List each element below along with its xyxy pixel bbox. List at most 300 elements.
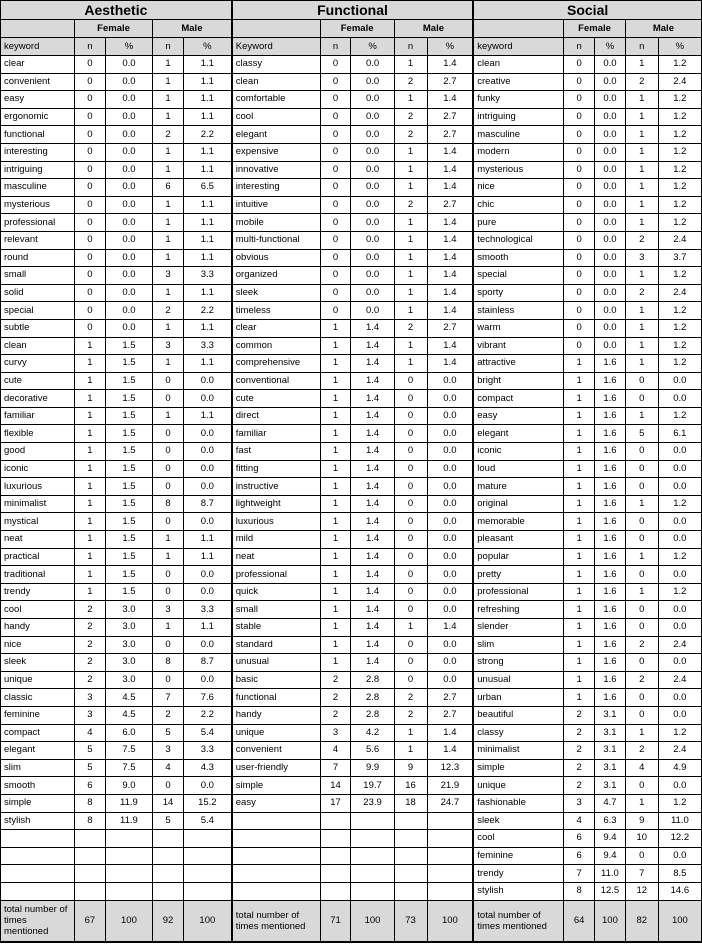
keyword-cell: technological: [473, 231, 563, 249]
male-percent-cell: 0.0: [183, 777, 231, 795]
female-n-cell: 0: [564, 179, 595, 197]
female-percent-cell: 0.0: [595, 73, 626, 91]
female-n-cell: 1: [320, 566, 351, 584]
male-percent-cell: [427, 865, 473, 883]
female-percent-cell: 0.0: [351, 302, 394, 320]
female-n-cell: 0: [74, 249, 105, 267]
keyword-cell: refreshing: [473, 601, 563, 619]
keyword-cell: standard: [232, 636, 320, 654]
female-n-cell: 0: [320, 108, 351, 126]
keyword-cell: nice: [1, 636, 75, 654]
keyword-cell: good: [1, 443, 75, 461]
keyword-cell: warm: [473, 319, 563, 337]
female-n-cell: 0: [74, 302, 105, 320]
male-n-cell: [394, 882, 427, 900]
keyword-cell: masculine: [473, 126, 563, 144]
female-n-cell: 8: [74, 794, 105, 812]
male-n-cell: 1: [394, 742, 427, 760]
keyword-cell: smooth: [1, 777, 75, 795]
female-percent-cell: 0.0: [595, 196, 626, 214]
male-percent-cell: 12.3: [427, 759, 473, 777]
male-n-cell: 1: [153, 214, 184, 232]
male-n-cell: 1: [625, 214, 658, 232]
male-percent-cell: [427, 882, 473, 900]
male-percent-cell: 0.0: [183, 671, 231, 689]
male-percent-cell: 24.7: [427, 794, 473, 812]
male-percent-cell: 0.0: [183, 443, 231, 461]
male-n-cell: 4: [625, 759, 658, 777]
keyword-cell: slim: [473, 636, 563, 654]
keyword-cell: simple: [1, 794, 75, 812]
female-n-cell: 1: [320, 601, 351, 619]
keyword-cell: comfortable: [232, 91, 320, 109]
keyword-cell: [1, 847, 75, 865]
table-row: [1, 143, 702, 161]
female-n-cell: 1: [74, 407, 105, 425]
female-percent-cell: 0.0: [595, 284, 626, 302]
female-n-cell: 1: [564, 689, 595, 707]
female-n-cell: 1: [564, 355, 595, 373]
keyword-cell: quick: [232, 583, 320, 601]
table-row: [1, 214, 702, 232]
keyword-cell: elegant: [1, 742, 75, 760]
female-percent-cell: 1.5: [105, 355, 152, 373]
male-percent-cell: 1.4: [427, 91, 473, 109]
male-n-cell: 1: [394, 302, 427, 320]
male-percent-cell: 1.1: [183, 108, 231, 126]
keyword-cell: simple: [232, 777, 320, 795]
male-n-cell: 1: [153, 196, 184, 214]
keyword-cell: simple: [473, 759, 563, 777]
female-percent-cell: 7.5: [105, 742, 152, 760]
female-percent-cell: 0.0: [105, 231, 152, 249]
keyword-cell: sleek: [473, 812, 563, 830]
female-percent-cell: 1.6: [595, 372, 626, 390]
keyword-cell: iconic: [1, 460, 75, 478]
total-male-percent: 100: [183, 900, 231, 942]
female-percent-cell: 1.4: [351, 513, 394, 531]
female-percent-cell: 9.4: [595, 830, 626, 848]
female-percent-cell: 0.0: [105, 179, 152, 197]
keyword-cell: beautiful: [473, 706, 563, 724]
table-row: [1, 284, 702, 302]
female-percent-cell: 1.6: [595, 443, 626, 461]
male-percent-cell: 1.4: [427, 355, 473, 373]
female-n-cell: 6: [74, 777, 105, 795]
male-percent-cell: 1.4: [427, 214, 473, 232]
table-row: [1, 231, 702, 249]
female-n-cell: 0: [564, 302, 595, 320]
male-n-cell: 1: [394, 249, 427, 267]
female-n-cell: 1: [564, 619, 595, 637]
female-percent-cell: 1.6: [595, 601, 626, 619]
table-row: [1, 443, 702, 461]
female-percent-cell: 1.4: [351, 319, 394, 337]
male-n-cell: [394, 830, 427, 848]
keyword-cell: stylish: [1, 812, 75, 830]
female-percent-cell: 1.5: [105, 548, 152, 566]
keyword-column-header: keyword: [1, 38, 75, 56]
male-percent-cell: 1.4: [427, 56, 473, 74]
keyword-cell: mystical: [1, 513, 75, 531]
male-percent-cell: 14.6: [658, 882, 701, 900]
total-female-percent: 100: [105, 900, 152, 942]
male-n-cell: 0: [625, 654, 658, 672]
male-n-cell: 0: [394, 531, 427, 549]
female-percent-cell: 1.4: [351, 548, 394, 566]
n-column-header: n: [320, 38, 351, 56]
female-percent-cell: 3.1: [595, 724, 626, 742]
keyword-cell: mature: [473, 478, 563, 496]
male-percent-cell: 0.0: [427, 495, 473, 513]
female-n-cell: 4: [564, 812, 595, 830]
keyword-cell: traditional: [1, 566, 75, 584]
male-percent-cell: 0.0: [658, 706, 701, 724]
male-n-cell: 0: [394, 372, 427, 390]
male-n-cell: 1: [394, 619, 427, 637]
keyword-cell: curvy: [1, 355, 75, 373]
male-percent-cell: 0.0: [427, 671, 473, 689]
keyword-cell: practical: [1, 548, 75, 566]
female-percent-cell: 0.0: [105, 302, 152, 320]
female-n-cell: 4: [320, 742, 351, 760]
female-percent-cell: 1.6: [595, 390, 626, 408]
keyword-cell: special: [473, 267, 563, 285]
female-percent-cell: 1.4: [351, 566, 394, 584]
male-percent-cell: 0.0: [427, 443, 473, 461]
female-n-cell: 0: [320, 126, 351, 144]
male-n-cell: 1: [625, 143, 658, 161]
male-percent-cell: 11.0: [658, 812, 701, 830]
female-percent-cell: 1.6: [595, 460, 626, 478]
female-n-cell: 1: [320, 319, 351, 337]
keyword-cell: decorative: [1, 390, 75, 408]
female-n-cell: 1: [564, 636, 595, 654]
female-percent-cell: 12.5: [595, 882, 626, 900]
female-n-cell: [320, 830, 351, 848]
male-n-cell: 0: [625, 372, 658, 390]
total-female-percent: 100: [351, 900, 394, 942]
keyword-cell: interesting: [232, 179, 320, 197]
keyword-cell: common: [232, 337, 320, 355]
female-n-cell: 2: [564, 706, 595, 724]
male-percent-cell: [183, 847, 231, 865]
keyword-cell: ergonomic: [1, 108, 75, 126]
male-header: Male: [394, 20, 473, 38]
male-percent-cell: 1.1: [183, 249, 231, 267]
female-n-cell: 0: [74, 143, 105, 161]
female-n-cell: 0: [320, 143, 351, 161]
keyword-cell: luxurious: [1, 478, 75, 496]
female-n-cell: 0: [74, 267, 105, 285]
female-percent-cell: [351, 882, 394, 900]
male-n-cell: 1: [153, 531, 184, 549]
male-percent-cell: 8.5: [658, 865, 701, 883]
female-percent-cell: 3.0: [105, 654, 152, 672]
female-n-cell: 1: [74, 513, 105, 531]
male-n-cell: 1: [625, 126, 658, 144]
female-percent-cell: [351, 865, 394, 883]
female-percent-cell: 1.6: [595, 566, 626, 584]
keyword-cell: vibrant: [473, 337, 563, 355]
male-percent-cell: 1.1: [183, 548, 231, 566]
keyword-cell: user-friendly: [232, 759, 320, 777]
female-n-cell: [320, 865, 351, 883]
female-n-cell: 7: [564, 865, 595, 883]
female-n-cell: [74, 830, 105, 848]
female-n-cell: 1: [564, 531, 595, 549]
male-n-cell: 1: [625, 319, 658, 337]
keyword-cell: small: [232, 601, 320, 619]
male-percent-cell: 0.0: [658, 689, 701, 707]
female-n-cell: 1: [320, 513, 351, 531]
female-percent-cell: 0.0: [595, 249, 626, 267]
female-n-cell: 2: [564, 759, 595, 777]
female-percent-cell: 0.0: [595, 302, 626, 320]
male-percent-cell: 21.9: [427, 777, 473, 795]
female-n-cell: 0: [564, 73, 595, 91]
female-percent-cell: 4.2: [351, 724, 394, 742]
female-percent-cell: 3.0: [105, 619, 152, 637]
table-row: [1, 390, 702, 408]
male-n-cell: 1: [394, 284, 427, 302]
male-percent-cell: 0.0: [183, 478, 231, 496]
female-n-cell: 1: [320, 548, 351, 566]
female-n-cell: 2: [564, 777, 595, 795]
female-percent-cell: 1.4: [351, 583, 394, 601]
female-n-cell: 0: [74, 56, 105, 74]
female-n-cell: 0: [320, 214, 351, 232]
male-percent-cell: 1.2: [658, 548, 701, 566]
female-percent-cell: 0.0: [105, 249, 152, 267]
keyword-cell: unique: [473, 777, 563, 795]
male-percent-cell: 1.1: [183, 407, 231, 425]
female-header: Female: [320, 20, 394, 38]
table-row: [1, 267, 702, 285]
keyword-cell: stylish: [473, 882, 563, 900]
male-n-cell: 1: [625, 56, 658, 74]
male-percent-cell: 1.1: [183, 284, 231, 302]
male-n-cell: 1: [153, 355, 184, 373]
male-n-cell: 0: [394, 443, 427, 461]
female-percent-cell: [105, 882, 152, 900]
keyword-cell: familiar: [1, 407, 75, 425]
male-n-cell: 0: [153, 777, 184, 795]
female-n-cell: 0: [564, 196, 595, 214]
section-title: Social: [473, 1, 701, 20]
keyword-column-header: keyword: [473, 38, 563, 56]
female-n-cell: 0: [74, 108, 105, 126]
female-percent-cell: 3.1: [595, 777, 626, 795]
male-percent-cell: 0.0: [183, 566, 231, 584]
female-n-cell: 3: [74, 706, 105, 724]
male-n-cell: 0: [153, 566, 184, 584]
keyword-cell: trendy: [473, 865, 563, 883]
male-n-cell: 0: [153, 478, 184, 496]
table-row: [1, 566, 702, 584]
female-n-cell: 0: [564, 214, 595, 232]
female-n-cell: 2: [74, 636, 105, 654]
keyword-cell: sleek: [1, 654, 75, 672]
female-n-cell: 2: [564, 724, 595, 742]
male-n-cell: 2: [394, 108, 427, 126]
male-n-cell: 1: [394, 355, 427, 373]
male-percent-cell: 1.2: [658, 143, 701, 161]
female-n-cell: 1: [74, 531, 105, 549]
male-percent-cell: 1.2: [658, 495, 701, 513]
keyword-column-header: Keyword: [232, 38, 320, 56]
female-percent-cell: 6.3: [595, 812, 626, 830]
male-percent-cell: 0.0: [427, 654, 473, 672]
male-percent-cell: 2.7: [427, 689, 473, 707]
keyword-cell: direct: [232, 407, 320, 425]
male-percent-cell: [183, 882, 231, 900]
female-n-cell: 1: [74, 337, 105, 355]
female-n-cell: 1: [74, 460, 105, 478]
male-n-cell: 3: [153, 742, 184, 760]
female-n-cell: 0: [74, 161, 105, 179]
table-row: [1, 671, 702, 689]
male-percent-cell: 0.0: [658, 478, 701, 496]
male-n-cell: 1: [625, 337, 658, 355]
male-n-cell: 1: [153, 143, 184, 161]
female-percent-cell: [351, 847, 394, 865]
male-percent-cell: 1.4: [427, 179, 473, 197]
keyword-cell: flexible: [1, 425, 75, 443]
keyword-cell: urban: [473, 689, 563, 707]
male-n-cell: [153, 865, 184, 883]
female-n-cell: 1: [320, 531, 351, 549]
percent-column-header: %: [595, 38, 626, 56]
male-percent-cell: 0.0: [427, 407, 473, 425]
female-n-cell: 1: [320, 355, 351, 373]
male-percent-cell: [427, 830, 473, 848]
keyword-cell: elegant: [473, 425, 563, 443]
male-percent-cell: 1.1: [183, 196, 231, 214]
male-percent-cell: 3.3: [183, 601, 231, 619]
table-row: [1, 460, 702, 478]
male-percent-cell: 0.0: [658, 443, 701, 461]
male-percent-cell: 1.1: [183, 143, 231, 161]
male-percent-cell: [427, 812, 473, 830]
keyword-cell: attractive: [473, 355, 563, 373]
male-n-cell: 1: [153, 73, 184, 91]
female-n-cell: 0: [74, 284, 105, 302]
male-n-cell: 0: [153, 460, 184, 478]
total-male-n: 82: [625, 900, 658, 942]
keyword-cell: [1, 882, 75, 900]
keyword-cell: fast: [232, 443, 320, 461]
male-n-cell: 1: [625, 267, 658, 285]
keyword-cell: relevant: [1, 231, 75, 249]
male-n-cell: 0: [394, 671, 427, 689]
female-n-cell: 1: [74, 443, 105, 461]
table-row: [1, 777, 702, 795]
keyword-cell: comprehensive: [232, 355, 320, 373]
female-percent-cell: 1.4: [351, 636, 394, 654]
female-percent-cell: 0.0: [105, 56, 152, 74]
male-n-cell: 0: [625, 566, 658, 584]
female-n-cell: 1: [564, 443, 595, 461]
female-n-cell: 1: [74, 495, 105, 513]
male-n-cell: 2: [625, 742, 658, 760]
table-row: [1, 847, 702, 865]
male-n-cell: 0: [153, 671, 184, 689]
female-percent-cell: 1.5: [105, 390, 152, 408]
male-n-cell: 3: [153, 267, 184, 285]
empty-header-cell: [1, 20, 75, 38]
male-percent-cell: 0.0: [183, 372, 231, 390]
male-percent-cell: 0.0: [183, 636, 231, 654]
male-percent-cell: 1.2: [658, 794, 701, 812]
male-percent-cell: 1.4: [427, 742, 473, 760]
male-n-cell: 1: [153, 161, 184, 179]
female-n-cell: 6: [564, 830, 595, 848]
total-label: total number of times mentioned: [1, 900, 75, 942]
female-percent-cell: 3.0: [105, 601, 152, 619]
female-percent-cell: 1.5: [105, 407, 152, 425]
female-percent-cell: 0.0: [105, 214, 152, 232]
male-percent-cell: 0.0: [427, 601, 473, 619]
keyword-cell: fashionable: [473, 794, 563, 812]
male-n-cell: 4: [153, 759, 184, 777]
female-n-cell: 0: [564, 267, 595, 285]
keyword-cell: minimalist: [473, 742, 563, 760]
male-percent-cell: 1.4: [427, 619, 473, 637]
male-n-cell: 1: [625, 161, 658, 179]
keyword-cell: unusual: [232, 654, 320, 672]
keyword-cell: slender: [473, 619, 563, 637]
male-percent-cell: 1.4: [427, 143, 473, 161]
male-percent-cell: 1.2: [658, 583, 701, 601]
n-column-header: n: [394, 38, 427, 56]
female-percent-cell: 1.4: [351, 443, 394, 461]
male-percent-cell: 1.1: [183, 355, 231, 373]
female-percent-cell: 11.9: [105, 812, 152, 830]
female-n-cell: 1: [320, 478, 351, 496]
female-percent-cell: 1.4: [351, 407, 394, 425]
male-percent-cell: 1.2: [658, 91, 701, 109]
male-percent-cell: 3.3: [183, 337, 231, 355]
keyword-cell: clear: [232, 319, 320, 337]
male-n-cell: 0: [625, 531, 658, 549]
female-n-cell: 0: [74, 214, 105, 232]
male-n-cell: 0: [394, 513, 427, 531]
table-row: [1, 882, 702, 900]
female-percent-cell: 0.0: [105, 196, 152, 214]
table-row: [1, 91, 702, 109]
male-n-cell: 0: [625, 619, 658, 637]
male-n-cell: 0: [153, 636, 184, 654]
female-percent-cell: 0.0: [595, 108, 626, 126]
table-row: [1, 302, 702, 320]
table-row: [1, 161, 702, 179]
female-percent-cell: 1.4: [351, 425, 394, 443]
female-percent-cell: 1.4: [351, 390, 394, 408]
male-n-cell: 0: [625, 847, 658, 865]
table-row: [1, 812, 702, 830]
female-n-cell: 6: [564, 847, 595, 865]
female-percent-cell: 3.0: [105, 671, 152, 689]
female-percent-cell: 1.6: [595, 671, 626, 689]
keyword-cell: timeless: [232, 302, 320, 320]
female-percent-cell: [105, 847, 152, 865]
total-label: total number of times mentioned: [232, 900, 320, 942]
male-n-cell: 1: [625, 548, 658, 566]
female-percent-cell: 6.0: [105, 724, 152, 742]
male-percent-cell: 15.2: [183, 794, 231, 812]
male-n-cell: 1: [394, 724, 427, 742]
